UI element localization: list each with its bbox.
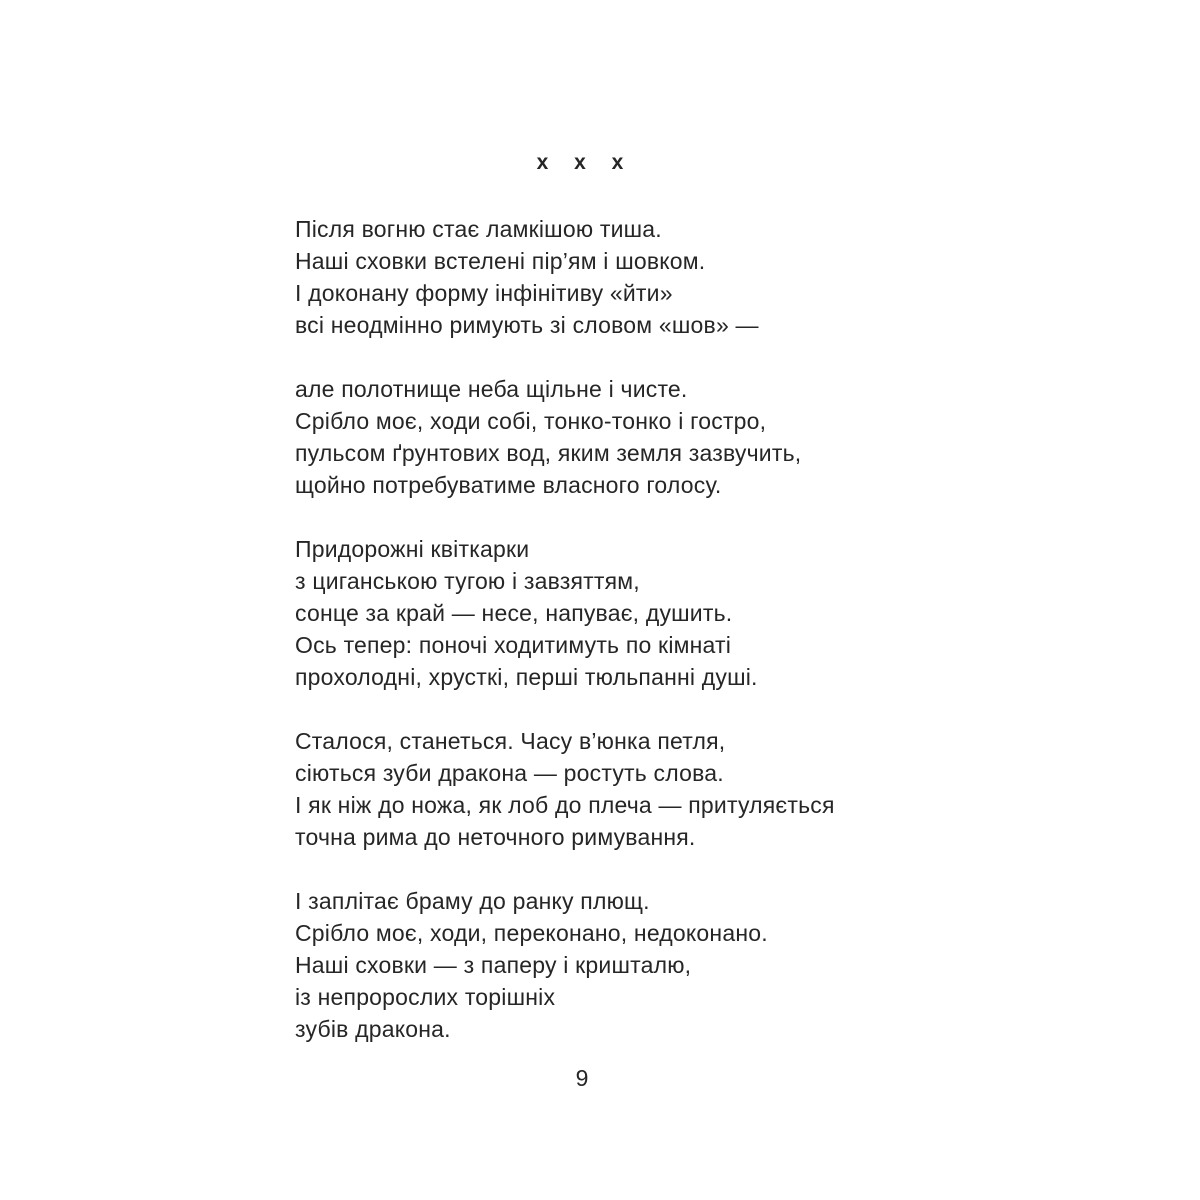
poem-stanza <box>295 725 835 853</box>
poem-line: щойно потребуватиме власного голосу. <box>295 472 722 498</box>
poem-line: з циганською тугою і завзяттям, <box>295 568 640 594</box>
poem-line: Після вогню стає ламкішою тиша. <box>295 216 662 242</box>
poem-line: із непророслих торішніх <box>295 984 556 1010</box>
poem-line: всі неодмінно римують зі словом «шов» — <box>295 312 759 338</box>
poem-line: І заплітає браму до ранку плющ. <box>295 888 650 914</box>
poem-line: сіються зуби дракона — ростуть слова. <box>295 760 724 786</box>
poem-line: пульсом ґрунтових вод, яким земля зазвучить, <box>295 440 802 466</box>
poem-line: але полотнище неба щільне і чисте. <box>295 376 688 402</box>
poem-line: Сталося, станеться. Часу в’юнка петля, <box>295 728 726 754</box>
poem-line: Срібло моє, ходи собі, тонко-тонко і гостро, <box>295 408 767 434</box>
poem-text <box>295 213 835 1077</box>
poem-line: І доконану форму інфінітиву «йти» <box>295 280 673 306</box>
poem-line: Ось тепер: поночі ходитимуть по кімнаті <box>295 632 732 658</box>
page-number: 9 <box>575 1065 589 1091</box>
poem-stanza <box>295 533 835 693</box>
poem-line: Срібло моє, ходи, переконано, недоконано. <box>295 920 768 946</box>
poem-stanza <box>295 213 835 341</box>
poem-line: Наші сховки — з паперу і кришталю, <box>295 952 692 978</box>
poem-line: Придорожні квіткарки <box>295 536 530 562</box>
poem-line: точна рима до неточного римування. <box>295 824 696 850</box>
poem-stanza <box>295 885 835 1045</box>
poem-line: Наші сховки встелені пір’ям і шовком. <box>295 248 706 274</box>
poem-stanza <box>295 373 835 501</box>
poem-line: зубів дракона. <box>295 1016 451 1042</box>
poem-line: прохолодні, хрусткі, перші тюльпанні душі. <box>295 664 758 690</box>
poem-line: сонце за край — несе, напуває, душить. <box>295 600 733 626</box>
section-marker: x x x <box>536 151 634 174</box>
poem-line: І як ніж до ножа, як лоб до плеча — притуляється <box>295 792 835 818</box>
